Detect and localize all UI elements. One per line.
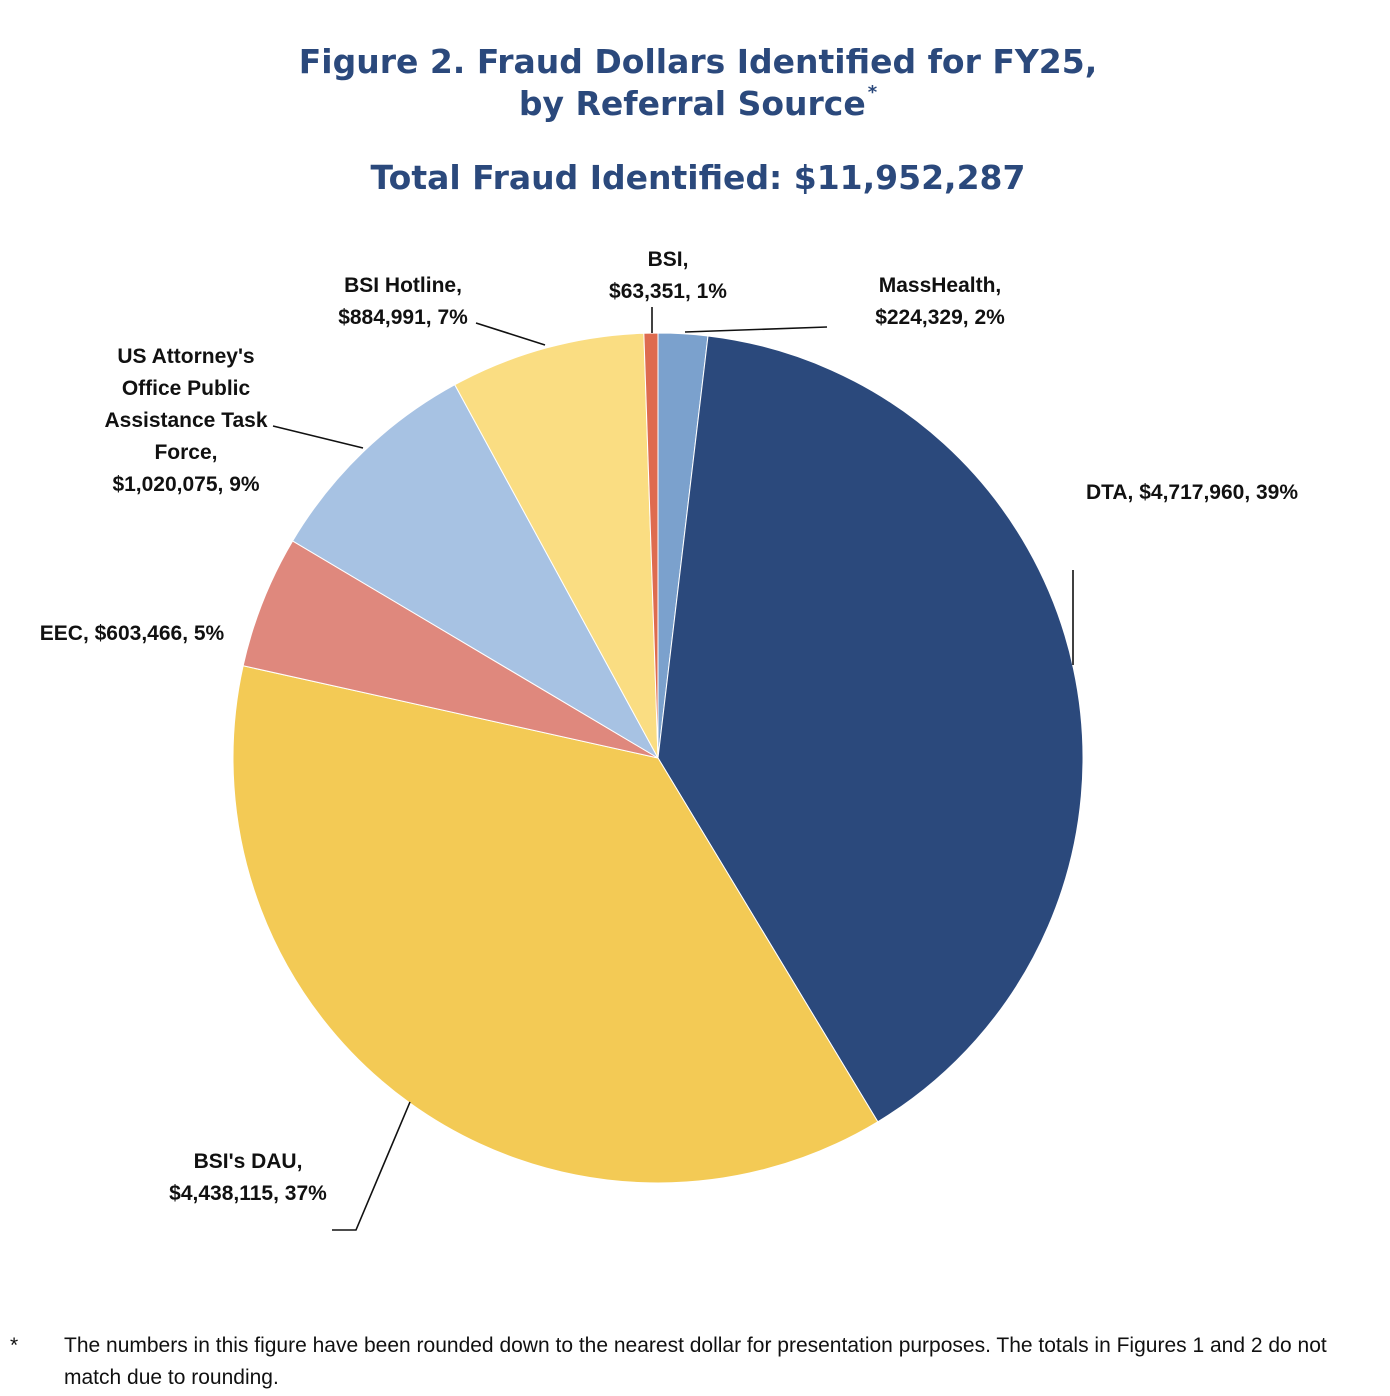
- data-label-line: EEC, $603,466, 5%: [39, 622, 225, 645]
- data-label-line: $4,438,115, 37%: [169, 1182, 327, 1205]
- leader-line-masshealth: [685, 327, 827, 332]
- chart-title-line-2-text: by Referral Source: [518, 84, 866, 123]
- data-label-line: Assistance Task: [104, 409, 268, 432]
- leader-line-bsi-s-dau: [332, 1102, 410, 1230]
- pie-slices: [233, 333, 1083, 1183]
- data-label-line: BSI,: [647, 248, 689, 271]
- data-label-line: BSI's DAU,: [193, 1150, 303, 1173]
- data-label-masshealth: [875, 274, 1005, 329]
- data-label-dta: [1086, 481, 1298, 504]
- data-label-line: $884,991, 7%: [338, 306, 468, 329]
- data-label-line: US Attorney's: [117, 345, 255, 368]
- data-label-bsi-hotline: [338, 274, 468, 329]
- data-label-eec: [40, 622, 225, 645]
- data-label-line: DTA, $4,717,960, 39%: [1085, 481, 1299, 504]
- data-label-line: $224,329, 2%: [875, 306, 1005, 329]
- data-label-line: $1,020,075, 9%: [112, 473, 260, 496]
- data-label-line: $63,351, 1%: [609, 280, 727, 303]
- chart-subtitle: Total Fraud Identified: $11,952,287: [370, 158, 1026, 197]
- leader-line-bsi-hotline: [476, 323, 545, 345]
- title-footnote-mark: *: [867, 82, 878, 103]
- data-label-bsi-s-dau: [169, 1150, 327, 1205]
- data-label-line: MassHealth,: [878, 274, 1002, 297]
- data-label-us-attorney-s-office-public-assistance-task-force: [104, 345, 267, 496]
- data-label-line: BSI Hotline,: [344, 274, 462, 297]
- footnote-text: The numbers in this figure have been rounded down to the nearest dollar for presentation purposes. The totals in Figures 1 and 2 do not match due to rounding.: [64, 1334, 1327, 1389]
- footnote-mark: *: [10, 1334, 19, 1357]
- data-label-line: Force,: [154, 441, 218, 464]
- data-label-line: Office Public: [121, 377, 251, 400]
- leader-line-us-attorney-s-office-public-assistance-task-force: [273, 426, 363, 448]
- chart-title-line-1: Figure 2. Fraud Dollars Identified for FY25,: [298, 42, 1098, 81]
- data-label-bsi: [609, 248, 727, 303]
